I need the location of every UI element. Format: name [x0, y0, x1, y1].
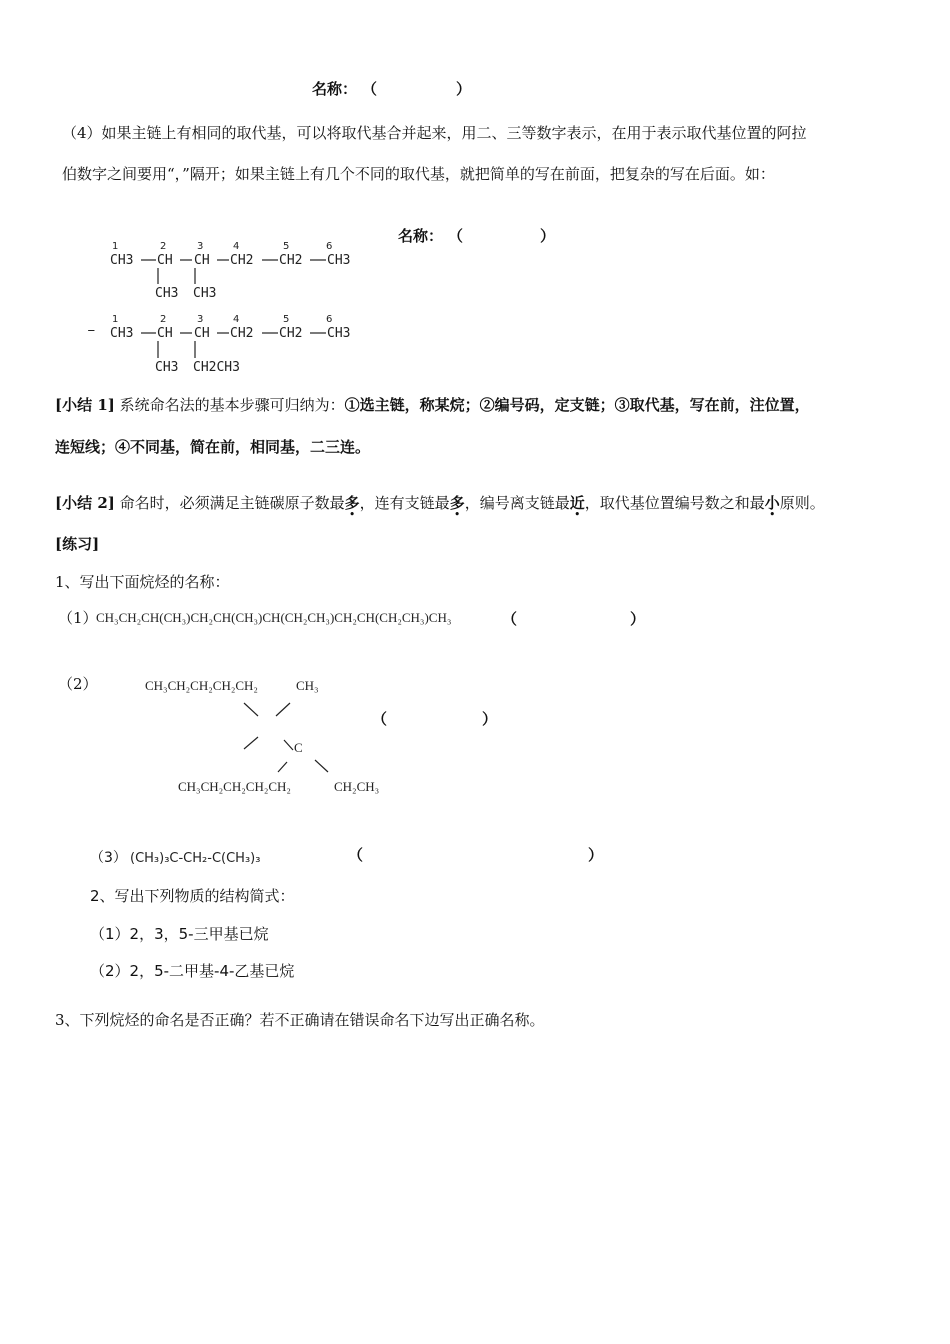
- s2-atom-2: CH: [157, 326, 173, 341]
- s2-stray-mark: ⲻ: [88, 325, 95, 340]
- item1-open-paren: （: [502, 610, 518, 628]
- s1-atom-3: CH: [194, 253, 210, 268]
- item2-label: （2）: [58, 675, 98, 693]
- s1-branch-2: CH3: [193, 286, 217, 301]
- summary1-tag: [小结 1]: [55, 396, 115, 414]
- summary1-steps-line1: ①选主链，称某烷；②编号码，定支链；③取代基，写在前，注位置，: [344, 396, 810, 414]
- top-name-open-paren: （: [362, 80, 378, 98]
- item3-close-paren: ）: [588, 846, 604, 864]
- item2-bottom-right: CH₂CH₃: [334, 779, 380, 794]
- summary2-tag: [小结 2]: [55, 494, 115, 512]
- practice-q2: 2、写出下列物质的结构简式：: [90, 887, 295, 905]
- s1-num-3: 3: [197, 241, 204, 252]
- s2-num-1: 1: [112, 314, 119, 325]
- s2-atom-3: CH: [194, 326, 210, 341]
- item2-bottom-left: CH₃CH₂CH₂CH₂CH₂: [178, 779, 291, 794]
- summary2-text-1: 命名时，必须满足主链碳原子数最: [119, 494, 345, 512]
- item2-close-paren: ）: [482, 710, 498, 728]
- s1-num-4: 4: [233, 241, 240, 252]
- s2-num-4: 4: [233, 314, 240, 325]
- q2-item-1: （1）2，3，5-三甲基已烷: [90, 925, 269, 943]
- s1-num-1: 1: [112, 241, 119, 252]
- s1-atom-6: CH3: [327, 253, 351, 268]
- summary2-emph-2: 多: [449, 494, 465, 512]
- s1-num-2: 2: [160, 241, 167, 252]
- summary2-emph-4: 小: [764, 494, 780, 512]
- item1-label: （1）: [58, 609, 98, 627]
- s2-atom-5: CH2: [279, 326, 303, 341]
- practice-q1: 1、写出下面烷烃的名称：: [55, 573, 230, 591]
- summary1-steps-line2: 连短线；④不同基，简在前，相同基，二三连。: [55, 438, 371, 456]
- top-name-label: 名称：: [312, 80, 358, 98]
- s2-atom-1: CH3: [110, 326, 134, 341]
- item2-top-left: CH₃CH₂CH₂CH₂CH₂: [145, 678, 258, 693]
- s1-num-5: 5: [283, 241, 290, 252]
- s2-num-6: 6: [326, 314, 333, 325]
- summary1-intro: 系统命名法的基本步骤可归纳为：: [119, 396, 345, 414]
- item3-open-paren: （: [348, 846, 364, 864]
- summary2-text-2: ，连有支链最: [359, 494, 450, 512]
- item2-open-paren: （: [372, 710, 388, 728]
- example-name-label: 名称：: [398, 227, 444, 245]
- s2-branch-1: CH3: [155, 360, 179, 375]
- s2-branch-2: CH2CH3: [193, 360, 240, 375]
- summary2-emph-3: 近: [569, 494, 585, 512]
- s2-num-5: 5: [283, 314, 290, 325]
- s2-num-3: 3: [197, 314, 204, 325]
- summary2-text-4: ，取代基位置编号数之和最: [584, 494, 765, 512]
- example-name-close-paren: ）: [540, 227, 556, 245]
- rule4-line1: （4）如果主链上有相同的取代基，可以将取代基合并起来，用二、三等数字表示，在用于表示取代基位置的阿拉: [62, 124, 807, 142]
- item2-top-right: CH₃: [296, 678, 319, 693]
- item1-close-paren: ）: [630, 610, 646, 628]
- practice-heading: [练习]: [55, 535, 100, 553]
- q2-item-2: （2）2，5-二甲基-4-乙基已烷: [90, 962, 295, 980]
- summary2-text-5: 原则。: [779, 494, 825, 512]
- rule4-line2: 伯数字之间要用“，”隔开；如果主链上有几个不同的取代基，就把简单的写在前面，把复杂的写在后面。如：: [62, 165, 775, 183]
- s2-atom-6: CH3: [327, 326, 351, 341]
- item3-label: （3）: [90, 850, 127, 866]
- summary2-text-3: ，编号离支链最: [464, 494, 570, 512]
- s2-num-2: 2: [160, 314, 167, 325]
- item2-center-carbon: C: [294, 740, 303, 755]
- item3-formula: (CH₃)₃C-CH₂-C(CH₃)₃: [130, 851, 261, 866]
- s1-branch-1: CH3: [155, 286, 179, 301]
- practice-q3: 3、下列烷烃的命名是否正确？若不正确请在错误命名下边写出正确名称。: [55, 1011, 545, 1029]
- summary2-emph-1: 多: [344, 494, 360, 512]
- s1-atom-2: CH: [157, 253, 173, 268]
- s1-atom-5: CH2: [279, 253, 303, 268]
- s1-num-6: 6: [326, 241, 333, 252]
- s1-atom-1: CH3: [110, 253, 134, 268]
- item1-formula: CH₃CH₂CH(CH₃)CH₂CH(CH₃)CH(CH₂CH₃)CH₂CH(CH₂CH₃)CH₃: [96, 610, 452, 625]
- s2-atom-4: CH2: [230, 326, 254, 341]
- example-name-open-paren: （: [448, 227, 464, 245]
- top-name-close-paren: ）: [456, 80, 472, 98]
- s1-atom-4: CH2: [230, 253, 254, 268]
